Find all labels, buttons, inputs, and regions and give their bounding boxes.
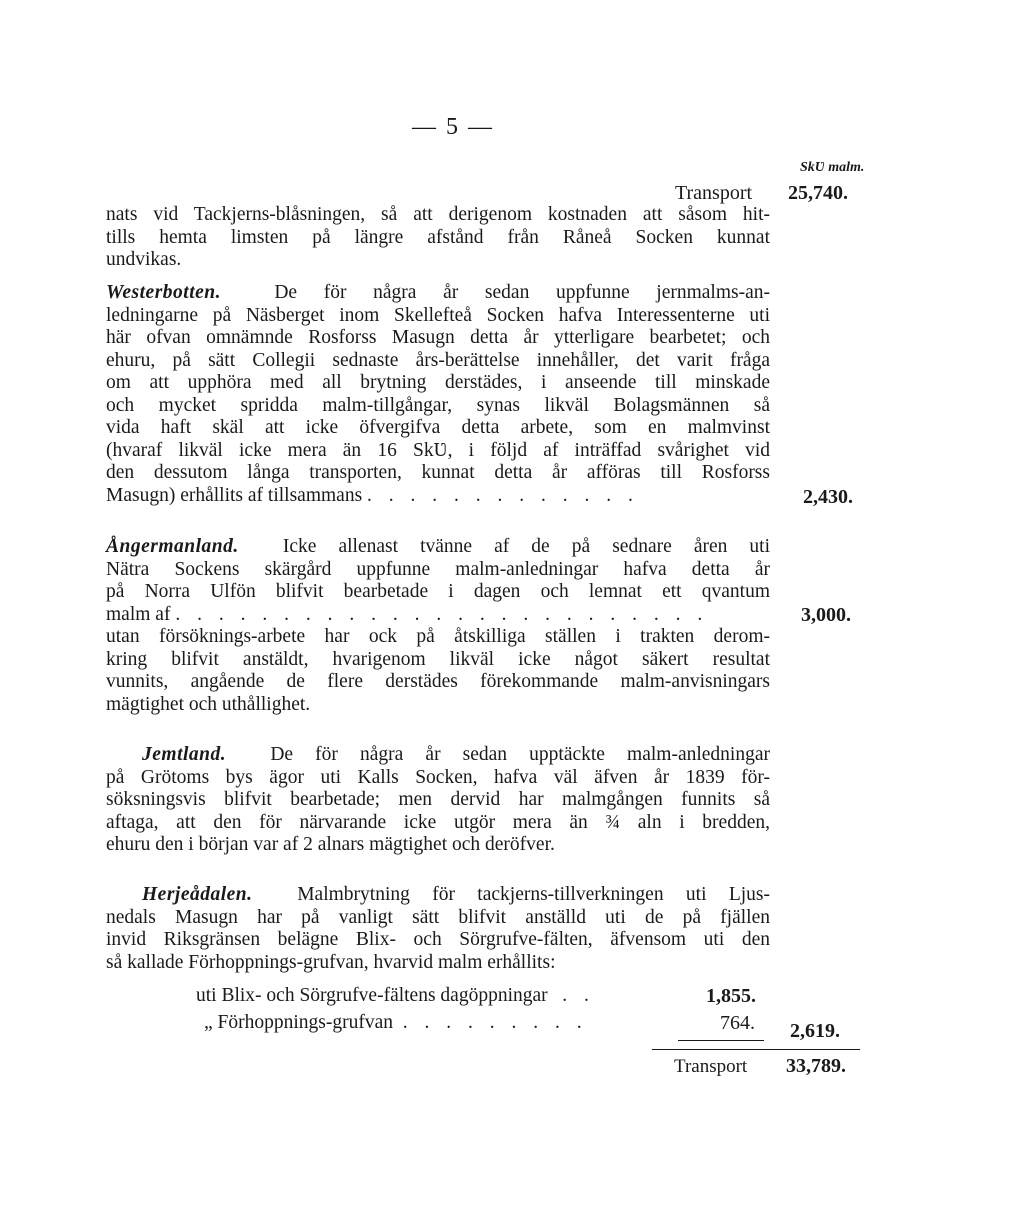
herjeadalen-item-value: 1,855.	[706, 985, 756, 1007]
herjeadalen-item-value: 764.	[720, 1012, 755, 1034]
westerbotten-heading: Westerbotten.	[106, 282, 222, 303]
angermanland-line: Nätra Sockens skärgård uppfunne malm-anledningar hafva detta år	[106, 558, 770, 580]
intro-paragraph	[106, 204, 770, 272]
intro-line: tills hemta limsten på längre afstånd från Råneå Socken kunnat	[106, 226, 770, 248]
transport-out-value: 33,789.	[786, 1055, 846, 1077]
herjeadalen-item-label: „ Förhoppnings-grufvan	[204, 1012, 394, 1033]
angermanland-line: Icke allenast tvänne af de på sednare åren uti	[282, 536, 771, 557]
jemtland-heading: Jemtland.	[142, 744, 227, 765]
westerbotten-line: och mycket spridda malm-tillgångar, synas likväl Bolagsmännen så	[106, 394, 770, 416]
angermanland-line: på Norra Ulfön blifvit bearbetade i dagen och lemnat ett qvantum	[106, 581, 770, 602]
dot-leaders: . .	[562, 985, 595, 1006]
transport-in-value: 25,740.	[788, 182, 848, 204]
angermanland-first-line	[106, 536, 770, 559]
westerbotten-last-line	[106, 485, 770, 508]
herjeadalen-item-row	[204, 1012, 588, 1035]
angermanland-line: kring blifvit anstäldt, hvarigenom likväl icke något säkert resultat	[106, 648, 770, 670]
herjeadalen-first-line	[106, 884, 770, 907]
herjeadalen-heading: Herjeådalen.	[142, 884, 253, 905]
westerbotten-line: vida haft skäl att icke öfvergifva detta arbete, som en malmvinst	[106, 417, 770, 438]
westerbotten-line: ehuru, på sätt Collegii sednaste års-berättelse innehåller, det varit fråga	[106, 349, 770, 371]
herjeadalen-item-row	[196, 985, 595, 1008]
westerbotten-value: 2,430.	[803, 486, 853, 508]
angermanland-line: malm af	[106, 603, 171, 625]
intro-line: nats vid Tackjerns-blåsningen, så att derigenom kostnaden att såsom hit-	[106, 204, 770, 225]
westerbotten-first-line	[106, 282, 770, 305]
column-header-skeppund-malm: SkƲ malm.	[800, 160, 865, 175]
angermanland-malm-line	[106, 604, 770, 627]
jemtland-line: De för några år sedan upptäckte malm-anledningar	[270, 744, 771, 765]
transport-out-label: Transport	[674, 1056, 748, 1077]
angermanland-line: utan försöknings-arbete har ock på åtskilliga ställen i trakten derom-	[106, 626, 770, 647]
transport-in-label: Transport	[675, 182, 753, 204]
item-underline-rule	[678, 1040, 764, 1041]
angermanland-line: vunnits, angående de flere derstädes förekommande malm-anvisningars	[106, 671, 770, 692]
westerbotten-line: den dessutom långa transporten, kunnat detta år afföras till Rosforss	[106, 462, 770, 483]
transport-rule	[652, 1049, 860, 1050]
westerbotten-line: ledningarne på Näsberget inom Skellefteå Socken hafva Interessenterne uti	[106, 304, 770, 326]
jemtland-first-line	[106, 744, 770, 767]
herjeadalen-line: Malmbrytning för tackjerns-tillverkningen uti Ljus-	[297, 884, 770, 905]
herjeadalen-line: invid Riksgränsen belägne Blix- och Sörgrufve-fälten, äfvensom uti den	[106, 929, 770, 950]
westerbotten-line: Masugn) erhållits af tillsammans	[106, 484, 363, 506]
herjeadalen-line: nedals Masugn har på vanligt sätt blifvit anställd uti de på fjällen	[106, 906, 770, 928]
dot-leaders: . . . . . . . . .	[402, 1012, 588, 1033]
westerbotten-line: De för några år sedan uppfunne jernmalms-an-	[274, 282, 770, 303]
jemtland-line: aftaga, att den för närvarande icke utgör mera än ¾ aln i bredden,	[106, 811, 770, 833]
jemtland-line: ehuru den i början var af 2 alnars mägtighet och deröfver.	[106, 834, 555, 855]
westerbotten-line: om att upphöra med all brytning derstädes, i anseende till minskade	[106, 372, 770, 393]
page-number: — 5 —	[412, 114, 494, 140]
jemtland-line: på Grötoms bys ägor uti Kalls Socken, hafva väl äfven år 1839 för-	[106, 766, 770, 788]
jemtland-line: söksningsvis blifvit bearbetade; men dervid har malmgången funnits så	[106, 789, 770, 810]
jemtland-section	[106, 744, 770, 857]
herjeadalen-line: så kallade Förhoppnings-grufvan, hvarvid malm erhållits:	[106, 951, 556, 973]
westerbotten-line: (hvaraf likväl icke mera än 16 SkƲ, i följd af inträffad svårighet vid	[106, 439, 770, 461]
angermanland-heading: Ångermanland.	[106, 536, 239, 557]
angermanland-line: mägtighet och uthållighet.	[106, 693, 311, 715]
angermanland-value: 3,000.	[801, 604, 851, 626]
westerbotten-section	[106, 282, 770, 507]
westerbotten-line: här ofvan omnämnde Rosforss Masugn detta år ytterligare bearbetet; och	[106, 327, 770, 348]
herjeadalen-item-label: uti Blix- och Sörgrufve-fältens dagöppningar	[196, 985, 548, 1006]
dot-leaders: . . . . . . . . . . . . . . . . . . . . . . . . .	[175, 603, 709, 625]
dot-leaders: . . . . . . . . . . . . .	[367, 484, 639, 506]
intro-line: undvikas.	[106, 249, 182, 270]
herjeadalen-section	[106, 884, 770, 974]
herjeadalen-subtotal: 2,619.	[790, 1020, 840, 1042]
angermanland-section	[106, 536, 770, 716]
